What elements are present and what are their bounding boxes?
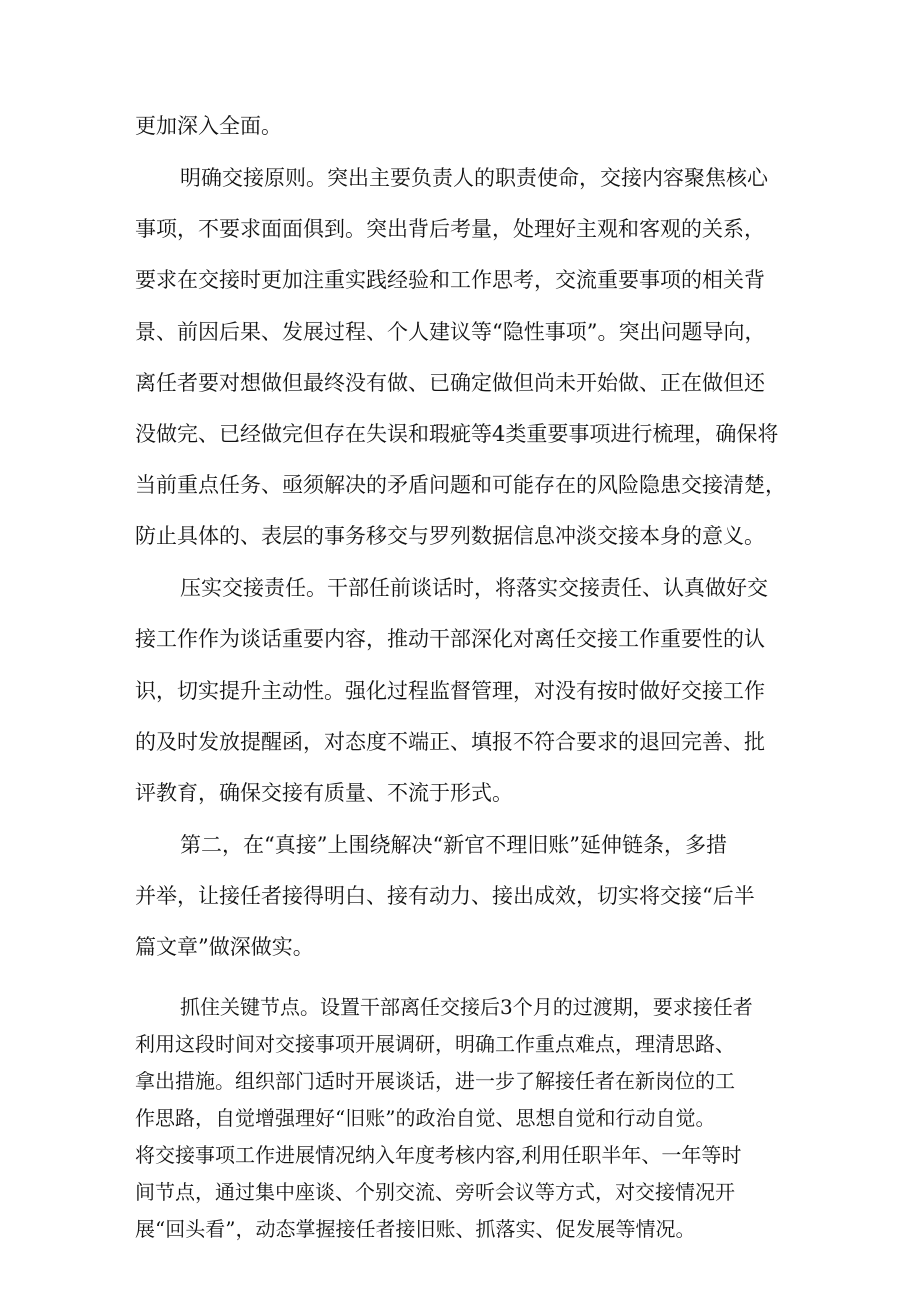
paragraph-4-line-2: 拿出措施。组织部门适时开展谈话，进一步了解接任者在新岗位的工: [135, 1069, 735, 1093]
paragraph-4-line-1: 利用这段时间对交接事项开展调研，明确工作重点难点，理清思路、: [135, 1032, 735, 1056]
paragraph-4-line-0: 抓住关键节点。设置干部离任交接后3个月的过渡期，要求接任者: [180, 995, 753, 1019]
paragraph-4-line-4: 将交接事项工作进展情况纳入年度考核内容,利用任职半年、一年等时: [135, 1143, 742, 1167]
paragraph-4-line-5: 间节点，通过集中座谈、个别交流、旁听会议等方式，对交接情况开: [135, 1180, 735, 1204]
paragraph-2-line-4: 评教育，确保交接有质量、不流于形式。: [135, 781, 513, 805]
paragraph-3-line-1: 并举，让接任者接得明白、接有动力、接出成效，切实将交接“后半: [135, 884, 755, 908]
paragraph-2-line-1: 接工作作为谈话重要内容，推动干部深化对离任交接工作重要性的认: [135, 627, 765, 651]
paragraph-1-line-4: 离任者要对想做但最终没有做、已确定做但尚未开始做、正在做但还: [135, 371, 765, 395]
paragraph-2-line-3: 的及时发放提醒函，对态度不端正、填报不符合要求的退回完善、批: [135, 730, 765, 754]
paragraph-3-line-2: 篇文章”做深做实。: [135, 935, 314, 959]
paragraph-1-line-0: 明确交接原则。突出主要负责人的职责使命，交接内容聚焦核心: [180, 166, 768, 190]
paragraph-1-line-6: 当前重点任务、亟须解决的矛盾问题和可能存在的风险隐患交接清楚，: [135, 473, 786, 497]
paragraph-0-line-0: 更加深入全面。: [135, 114, 282, 138]
paragraph-4-line-3: 作思路，自觉增强理好“旧账”的政治自觉、思想自觉和行动自觉。: [135, 1106, 716, 1130]
paragraph-4-line-6: 展“回头看”，动态掌握接任者接旧账、抓落实、促发展等情况。: [135, 1217, 696, 1241]
paragraph-3-line-0: 第二，在“真接”上围绕解决“新官不理旧账”延伸链条，多措: [180, 833, 727, 857]
paragraph-1-line-3: 景、前因后果、发展过程、个人建议等“隐性事项”。突出问题导向，: [135, 320, 766, 344]
paragraph-1-line-7: 防止具体的、表层的事务移交与罗列数据信息冲淡交接本身的意义。: [135, 524, 765, 548]
paragraph-2-line-0: 压实交接责任。干部任前谈话时，将落实交接责任、认真做好交: [180, 576, 768, 600]
paragraph-1-line-1: 事项，不要求面面俱到。突出背后考量，处理好主观和客观的关系，: [135, 217, 765, 241]
paragraph-2-line-2: 识，切实提升主动性。强化过程监督管理，对没有按时做好交接工作: [135, 679, 765, 703]
paragraph-1-line-5: 没做完、已经做完但存在失误和瑕疵等4类重要事项进行梳理，确保将: [135, 422, 779, 446]
paragraph-1-line-2: 要求在交接时更加注重实践经验和工作思考，交流重要事项的相关背: [135, 268, 765, 292]
